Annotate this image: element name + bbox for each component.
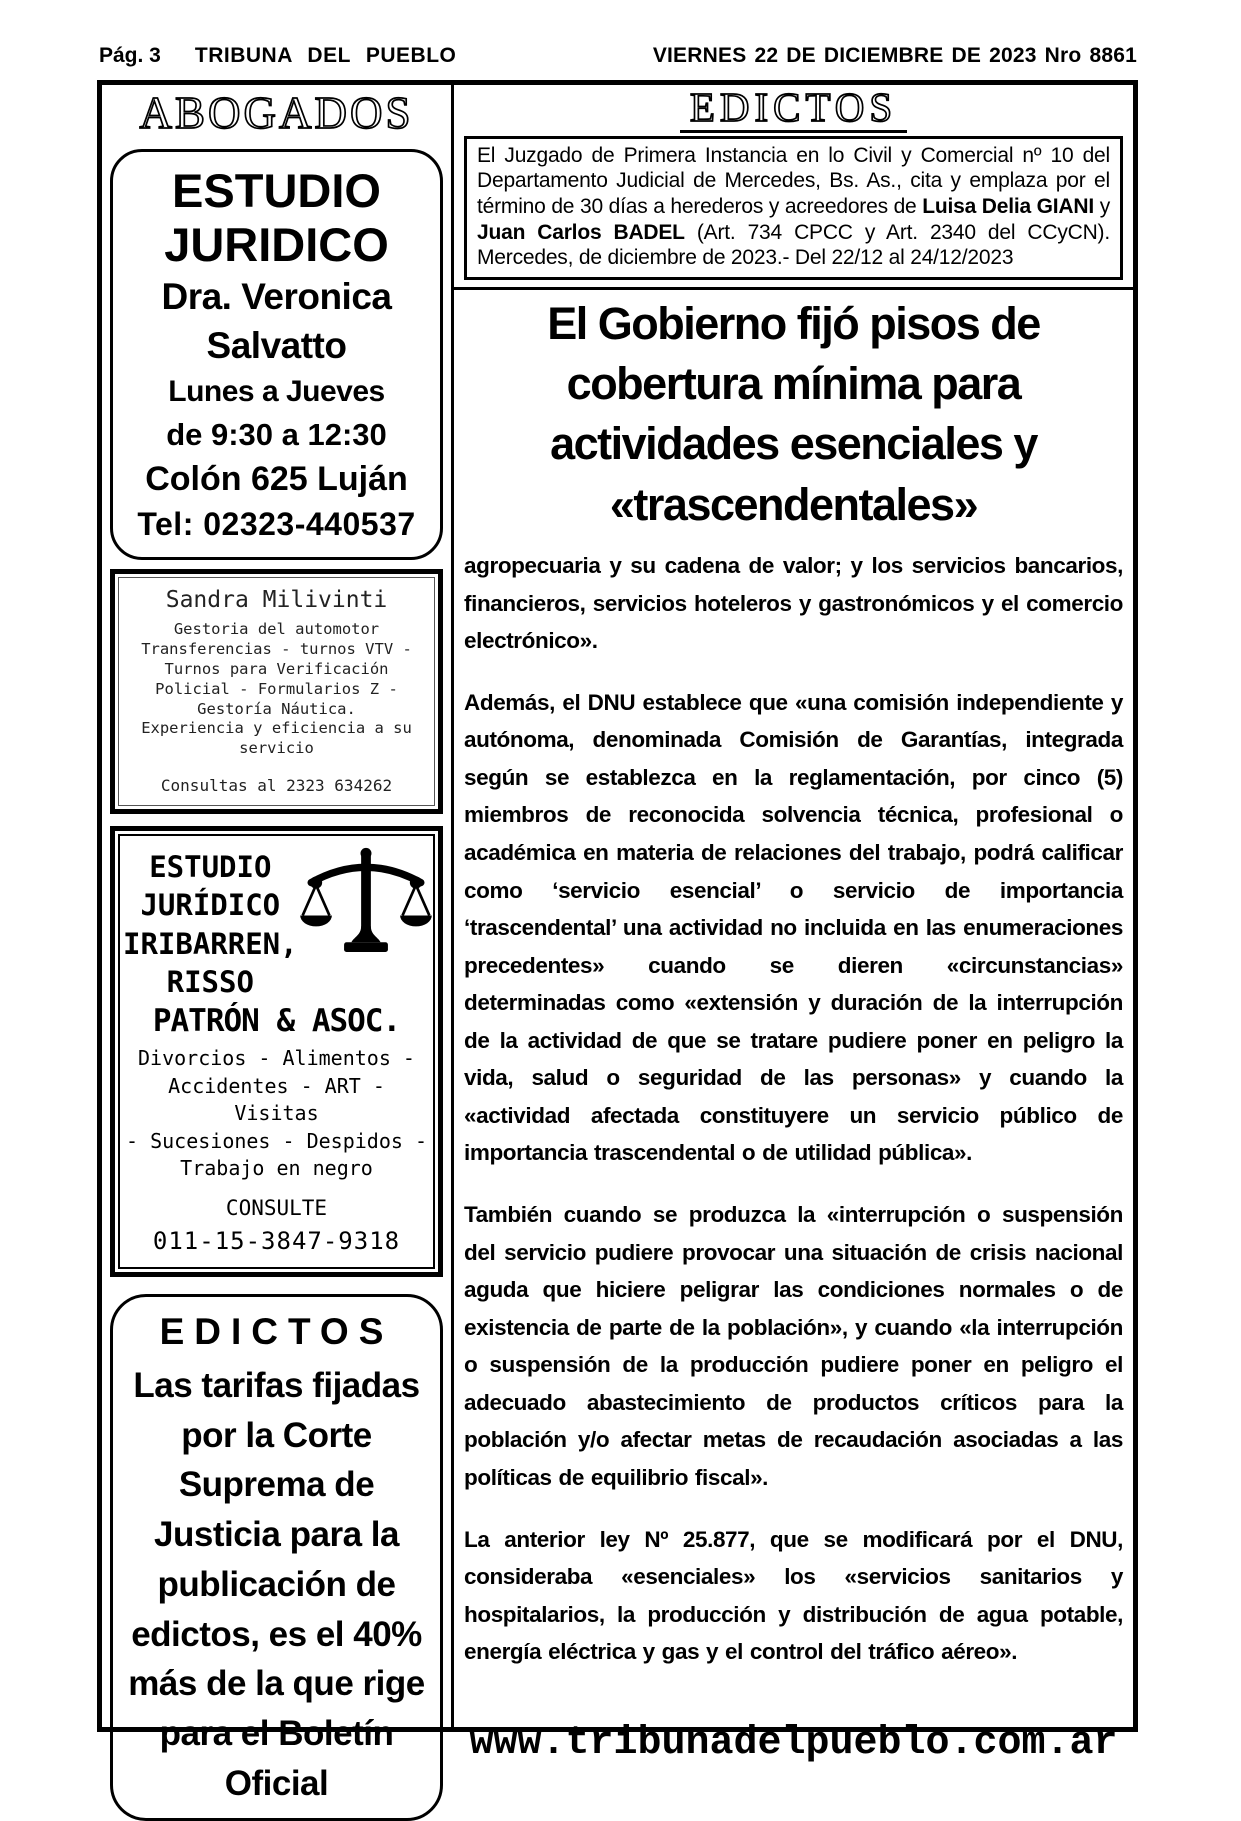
ad-estudio-juridico-salvatto <box>110 149 443 561</box>
advertiser-name: Sandra Milivinti <box>165 587 388 614</box>
page-frame <box>97 80 1138 1803</box>
firm-name-line: RISSO <box>166 964 254 999</box>
partners-line: PATRÓN & ASOC. <box>152 1003 401 1040</box>
firm-header <box>123 844 430 1001</box>
service-line: servicio <box>239 739 314 758</box>
edictos-column <box>454 84 1133 1766</box>
ad-inner-border <box>118 834 435 1269</box>
ad-body-line: Suprema de <box>178 1465 375 1505</box>
notice-text-segment: y <box>1094 195 1110 219</box>
headline-line: El Gobierno fijó pisos de <box>547 297 1040 349</box>
article-headline <box>463 294 1124 535</box>
lawyer-name-line: Salvatto <box>206 324 347 366</box>
headline-line: «trascendentales» <box>609 478 978 530</box>
ad-title: EDICTOS <box>159 1311 394 1353</box>
firm-name-line: ESTUDIO <box>149 850 272 885</box>
firm-name-block <box>123 844 298 1001</box>
newspaper-name: TRIBUNA DEL PUEBLO <box>194 44 457 67</box>
service-line: Accidentes - ART - Visitas <box>168 1073 385 1126</box>
article-paragraph: Además, el DNU establece que «una comisión independiente y autónoma, denominada Comisión de Garantías, integrada según se establezca en la reglamentación, por cinco (5) miembros de reconocida solvencia técnica, profesional o académica en materia de relaciones del trabajo, podrá calificar como ‘servicio esencial’ o servicio de importancia ‘trascendental’ una actividad no incluida en las enumeraciones precedentes» cuando se dieren «circunstancias» determinadas como «extensión y duración de la interrupción de la actividad de que se tratare pudiere poner en peligro la vida, salud o seguridad de las personas» y cuando la «actividad afectada constituyere un servicio público de importancia trascendental o de utilidad pública». <box>464 689 1123 1166</box>
edition-date-line: VIERNES 22 DE DICIEMBRE DE 2023 Nro 8861 <box>652 44 1137 67</box>
ad-body-line: Justicia para la <box>154 1515 399 1555</box>
ad-edictos-tarifas <box>110 1294 443 1821</box>
notice-bold-name: Luisa Delia GIANI <box>922 195 1094 219</box>
phone-line: Tel: 02323-440537 <box>137 506 416 543</box>
masthead-left <box>99 44 456 68</box>
ad-title-line: ESTUDIO <box>172 163 381 217</box>
service-line: Experiencia y eficiencia a su <box>141 719 412 738</box>
notice-bold-name: Juan Carlos BADEL <box>477 220 685 244</box>
service-line: Trabajo en negro <box>180 1156 373 1181</box>
ad-body-line: publicación de <box>157 1564 396 1604</box>
ad-body-line: edictos, es el 40% <box>131 1614 422 1654</box>
headline-line: actividades esenciales y <box>550 418 1037 470</box>
firm-name-line: IRIBARREN, <box>123 926 298 961</box>
schedule-line: de 9:30 a 12:30 <box>166 417 387 453</box>
notice-text-segment: El Juzgado de Primera Instancia en lo Civil y Comercial nº 10 del Departamento Judicial de Mercedes, Bs. As., cita y emplaza por el término de 30 días a herederos y acreedores de <box>477 143 1110 219</box>
article-paragraph: agropecuaria y su cadena de valor; y los servicios bancarios, financieros, servicios hoteleros y gastronómicos y el comercio electrónico». <box>464 553 1123 654</box>
contact-line: Consultas al 2323 634262 <box>160 776 393 796</box>
service-line: Gestoría Náutica. <box>197 699 356 718</box>
edictos-section-title: EDICTOS <box>680 87 907 133</box>
abogados-section-title: ABOGADOS <box>139 88 414 138</box>
abogados-column <box>102 85 454 1803</box>
ad-title-line: JURIDICO <box>164 218 389 272</box>
ad-inner-border <box>118 577 435 806</box>
notice-text-segment: (Art. 734 CPCC y Art. 2340 del CCyCN). Mercedes, de diciembre de 2023.- Del 22/12 al 24/12/2023 <box>477 220 1110 270</box>
consult-label: CONSULTE <box>225 1196 328 1221</box>
firm-name-line: JURÍDICO <box>140 888 281 923</box>
address-line: Colón 625 Luján <box>145 459 408 498</box>
headline-line: cobertura mínima para <box>566 358 1021 410</box>
article-paragraph: También cuando se produzca la «interrupción o suspensión del servicio pudiere provocar una situación de crisis nacional aguda que hiciere peligrar las condiciones normales o de existencia de parte de la población», y cuando «la interrupción o suspensión de la producción pudiere poner en peligro el adecuado abastecimiento de productos críticos para la población y/o afectar metas de recaudación asociadas a las políticas de equilibrio fiscal». <box>464 1202 1123 1490</box>
ad-body-line: Oficial <box>224 1763 329 1803</box>
service-line: Divorcios - Alimentos - <box>138 1046 415 1071</box>
ad-body-line: Las tarifas fijadas <box>133 1366 420 1406</box>
lawyer-name-line: Dra. Veronica <box>161 276 392 318</box>
scales-of-justice-icon <box>298 844 434 967</box>
ad-body-line: para el Boletín <box>159 1713 394 1753</box>
ad-sandra-milivinti <box>110 569 443 814</box>
column-divider-rule <box>454 287 1133 290</box>
service-line: Turnos para Verificación <box>164 659 389 678</box>
edictos-title-wrap <box>463 84 1124 133</box>
masthead <box>99 44 1137 68</box>
ad-estudio-iribarren <box>110 826 443 1277</box>
service-line: Policial - Formularios Z - <box>155 679 398 698</box>
service-line: Transferencias - turnos VTV - <box>141 640 412 659</box>
ad-body-line: por la Corte <box>181 1415 372 1455</box>
ad-body-line: más de la que rige <box>128 1664 425 1704</box>
website-url: www.tribunadelpueblo.com.ar <box>469 1720 1118 1766</box>
phone-line: 011-15-3847-9318 <box>152 1227 401 1256</box>
service-line: - Sucesiones - Despidos - <box>125 1128 428 1153</box>
article-paragraph: La anterior ley Nº 25.877, que se modificará por el DNU, consideraba «esenciales» los «servicios sanitarios y hospitalarios, la producción y distribución de agua potable, energía eléctrica y gas y el control del tráfico aéreo». <box>464 1526 1123 1665</box>
service-line: Gestoria del automotor <box>173 620 380 639</box>
schedule-line: Lunes a Jueves <box>168 374 385 408</box>
page-number-label: Pág. 3 <box>99 44 161 67</box>
court-notice <box>464 136 1123 280</box>
